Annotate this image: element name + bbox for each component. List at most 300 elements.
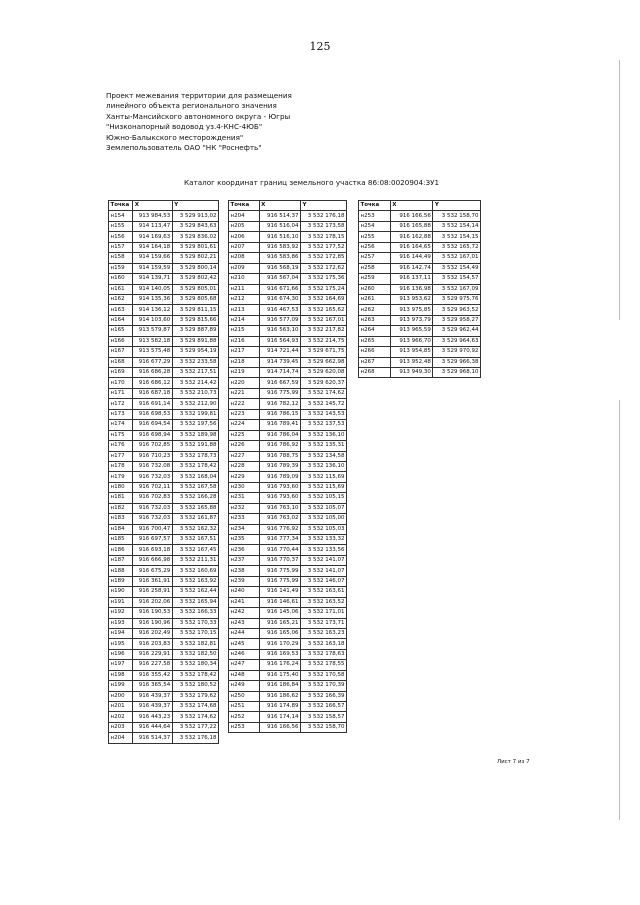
y-coordinate-cell: 3 532 165,88 (172, 503, 218, 513)
x-coordinate-cell: 916 777,34 (259, 535, 300, 545)
x-coordinate-cell: 916 793,60 (259, 493, 300, 503)
point-id-cell: н232 (229, 503, 260, 513)
sheet-label: Лист 7 из 7 (497, 759, 530, 765)
table-row (229, 378, 347, 388)
y-coordinate-cell: 3 529 811,15 (172, 305, 218, 315)
table-row (229, 451, 347, 461)
table-row (229, 441, 347, 451)
point-id-cell: н263 (359, 315, 391, 325)
y-coordinate-cell: 3 529 954,19 (172, 347, 218, 357)
table-row (109, 388, 219, 398)
table-row (229, 253, 347, 263)
x-coordinate-cell: 916 789,09 (259, 472, 300, 482)
point-id-cell: н234 (229, 524, 260, 534)
x-coordinate-cell: 916 686,12 (133, 378, 173, 388)
table-row (109, 420, 219, 430)
table-row (229, 263, 347, 273)
table-row (229, 368, 347, 378)
x-coordinate-cell: 916 687,18 (133, 388, 173, 398)
x-coordinate-cell: 916 786,92 (259, 441, 300, 451)
y-coordinate-cell: 3 532 178,42 (172, 670, 218, 680)
x-coordinate-cell: 916 144,49 (390, 253, 433, 263)
catalog-title: Каталог координат границ земельного участка 86:08:0020904:ЗУ1 (184, 178, 440, 187)
x-coordinate-cell: 916 732,03 (133, 514, 173, 524)
table-row (109, 545, 219, 555)
y-coordinate-cell: 3 532 158,70 (300, 722, 346, 732)
table-row (109, 211, 219, 221)
point-id-cell: н187 (109, 555, 133, 565)
table-row (229, 702, 347, 712)
x-coordinate-cell: 913 984,53 (133, 211, 173, 221)
point-id-cell: н226 (229, 441, 260, 451)
y-coordinate-cell: 3 529 968,10 (433, 368, 481, 378)
point-id-cell: н243 (229, 618, 260, 628)
point-id-cell: н256 (359, 242, 391, 252)
point-id-cell: н268 (359, 368, 391, 378)
y-coordinate-cell: 3 532 134,58 (300, 451, 346, 461)
table-header-row (229, 201, 347, 211)
x-coordinate-cell: 916 697,57 (133, 535, 173, 545)
x-coordinate-cell: 916 141,49 (259, 587, 300, 597)
table-row (229, 681, 347, 691)
y-coordinate-cell: 3 529 964,63 (433, 336, 481, 346)
point-id-cell: н174 (109, 420, 133, 430)
point-id-cell: н250 (229, 691, 260, 701)
point-id-cell: н194 (109, 628, 133, 638)
table-row (359, 315, 481, 325)
table-row (109, 368, 219, 378)
x-coordinate-cell: 916 174,14 (259, 712, 300, 722)
x-coordinate-cell: 913 975,85 (390, 305, 433, 315)
point-id-cell: н219 (229, 368, 260, 378)
y-coordinate-cell: 3 532 214,75 (300, 336, 346, 346)
x-coordinate-cell: 916 763,02 (259, 514, 300, 524)
x-coordinate-cell: 916 170,29 (259, 639, 300, 649)
y-coordinate-cell: 3 532 154,14 (433, 221, 481, 231)
y-coordinate-cell: 3 532 189,98 (172, 430, 218, 440)
y-coordinate-cell: 3 532 180,34 (172, 660, 218, 670)
y-coordinate-cell: 3 532 180,52 (172, 681, 218, 691)
table-row (229, 535, 347, 545)
y-coordinate-cell: 3 532 145,72 (300, 399, 346, 409)
point-id-cell: н183 (109, 514, 133, 524)
x-coordinate-cell: 916 166,56 (259, 722, 300, 732)
point-id-cell: н246 (229, 649, 260, 659)
table-row (229, 482, 347, 492)
table-row (229, 722, 347, 732)
x-coordinate-cell: 916 776,92 (259, 524, 300, 534)
point-id-cell: н197 (109, 660, 133, 670)
table-row (109, 336, 219, 346)
point-id-cell: н258 (359, 263, 391, 273)
point-id-cell: н181 (109, 493, 133, 503)
table-row (229, 347, 347, 357)
point-id-cell: н167 (109, 347, 133, 357)
table-row (109, 555, 219, 565)
y-coordinate-cell: 3 529 963,52 (433, 305, 481, 315)
y-coordinate-cell: 3 529 887,89 (172, 326, 218, 336)
point-id-cell: н222 (229, 399, 260, 409)
column-header-y: Y (433, 201, 481, 211)
y-coordinate-cell: 3 532 154,49 (433, 263, 481, 273)
point-id-cell: н177 (109, 451, 133, 461)
table-row (229, 274, 347, 284)
x-coordinate-cell: 916 165,06 (259, 628, 300, 638)
point-id-cell: н260 (359, 284, 391, 294)
table-row (229, 514, 347, 524)
x-coordinate-cell: 916 674,30 (259, 294, 300, 304)
table-row (229, 649, 347, 659)
x-coordinate-cell: 916 702,83 (133, 493, 173, 503)
x-coordinate-cell: 916 671,66 (259, 284, 300, 294)
table-row (229, 618, 347, 628)
coordinate-table-1 (108, 200, 219, 744)
x-coordinate-cell: 916 732,03 (133, 472, 173, 482)
y-coordinate-cell: 3 532 166,28 (172, 493, 218, 503)
column-header-y: Y (172, 201, 218, 211)
table-row (359, 242, 481, 252)
header-line: Южно-Балыкского месторождения" (106, 132, 244, 142)
x-coordinate-cell: 916 775,99 (259, 388, 300, 398)
table-row (359, 326, 481, 336)
point-id-cell: н265 (359, 336, 391, 346)
point-id-cell: н192 (109, 608, 133, 618)
y-coordinate-cell: 3 532 133,32 (300, 535, 346, 545)
y-coordinate-cell: 3 532 168,04 (172, 472, 218, 482)
y-coordinate-cell: 3 529 800,14 (172, 263, 218, 273)
table-row (359, 368, 481, 378)
point-id-cell: н170 (109, 378, 133, 388)
x-coordinate-cell: 914 164,18 (133, 242, 173, 252)
point-id-cell: н259 (359, 274, 391, 284)
y-coordinate-cell: 3 532 154,57 (433, 274, 481, 284)
table-row (109, 461, 219, 471)
x-coordinate-cell: 916 782,12 (259, 399, 300, 409)
x-coordinate-cell: 913 965,59 (390, 326, 433, 336)
y-coordinate-cell: 3 529 805,68 (172, 294, 218, 304)
y-coordinate-cell: 3 532 141,07 (300, 566, 346, 576)
x-coordinate-cell: 916 361,91 (133, 576, 173, 586)
x-coordinate-cell: 916 145,06 (259, 608, 300, 618)
y-coordinate-cell: 3 532 176,18 (172, 733, 218, 743)
y-coordinate-cell: 3 529 815,66 (172, 315, 218, 325)
y-coordinate-cell: 3 532 105,15 (300, 493, 346, 503)
table-row (109, 441, 219, 451)
x-coordinate-cell: 914 159,66 (133, 253, 173, 263)
table-row (229, 639, 347, 649)
table-row (229, 524, 347, 534)
x-coordinate-cell: 916 355,42 (133, 670, 173, 680)
y-coordinate-cell: 3 532 143,53 (300, 409, 346, 419)
table-row (229, 608, 347, 618)
point-id-cell: н241 (229, 597, 260, 607)
table-row (109, 451, 219, 461)
table-row (109, 660, 219, 670)
point-id-cell: н262 (359, 305, 391, 315)
x-coordinate-cell: 916 710,23 (133, 451, 173, 461)
point-id-cell: н253 (229, 722, 260, 732)
point-id-cell: н216 (229, 336, 260, 346)
table-header-row (109, 201, 219, 211)
x-coordinate-cell: 916 165,21 (259, 618, 300, 628)
y-coordinate-cell: 3 532 105,00 (300, 514, 346, 524)
x-coordinate-cell: 916 583,92 (259, 242, 300, 252)
x-coordinate-cell: 916 775,99 (259, 576, 300, 586)
x-coordinate-cell: 916 166,56 (390, 211, 433, 221)
x-coordinate-cell: 916 439,37 (133, 702, 173, 712)
table-row (109, 566, 219, 576)
point-id-cell: н198 (109, 670, 133, 680)
x-coordinate-cell: 916 577,09 (259, 315, 300, 325)
column-header-y: Y (300, 201, 346, 211)
x-coordinate-cell: 916 142,74 (390, 263, 433, 273)
y-coordinate-cell: 3 532 211,31 (172, 555, 218, 565)
table-row (109, 305, 219, 315)
point-id-cell: н204 (109, 733, 133, 743)
point-id-cell: н184 (109, 524, 133, 534)
table-row (109, 493, 219, 503)
x-coordinate-cell: 916 732,03 (133, 503, 173, 513)
point-id-cell: н172 (109, 399, 133, 409)
y-coordinate-cell: 3 532 158,57 (300, 712, 346, 722)
table-row (359, 221, 481, 231)
y-coordinate-cell: 3 529 620,08 (300, 368, 346, 378)
y-coordinate-cell: 3 529 975,76 (433, 294, 481, 304)
point-id-cell: н211 (229, 284, 260, 294)
y-coordinate-cell: 3 529 843,63 (172, 221, 218, 231)
point-id-cell: н193 (109, 618, 133, 628)
table-row (229, 284, 347, 294)
y-coordinate-cell: 3 532 199,81 (172, 409, 218, 419)
point-id-cell: н156 (109, 232, 133, 242)
point-id-cell: н236 (229, 545, 260, 555)
y-coordinate-cell: 3 532 166,33 (172, 608, 218, 618)
y-coordinate-cell: 3 532 212,90 (172, 399, 218, 409)
y-coordinate-cell: 3 529 970,92 (433, 347, 481, 357)
point-id-cell: н231 (229, 493, 260, 503)
y-coordinate-cell: 3 532 136,10 (300, 430, 346, 440)
table-row (359, 274, 481, 284)
x-coordinate-cell: 916 443,23 (133, 712, 173, 722)
y-coordinate-cell: 3 532 163,23 (300, 628, 346, 638)
coordinate-table-3 (358, 200, 481, 378)
table-row (109, 253, 219, 263)
y-coordinate-cell: 3 532 178,73 (172, 451, 218, 461)
table-row (229, 587, 347, 597)
header-line: линейного объекта регионального значения (106, 101, 277, 111)
point-id-cell: н175 (109, 430, 133, 440)
table-row (109, 681, 219, 691)
point-id-cell: н161 (109, 284, 133, 294)
x-coordinate-cell: 914 169,63 (133, 232, 173, 242)
y-coordinate-cell: 3 532 166,39 (300, 691, 346, 701)
x-coordinate-cell: 916 786,04 (259, 430, 300, 440)
y-coordinate-cell: 3 532 175,36 (300, 274, 346, 284)
table-row (109, 608, 219, 618)
x-coordinate-cell: 916 190,96 (133, 618, 173, 628)
table-row (109, 712, 219, 722)
y-coordinate-cell: 3 529 958,27 (433, 315, 481, 325)
point-id-cell: н202 (109, 712, 133, 722)
y-coordinate-cell: 3 529 805,01 (172, 284, 218, 294)
point-id-cell: н178 (109, 461, 133, 471)
point-id-cell: н191 (109, 597, 133, 607)
column-header-x: X (390, 201, 433, 211)
y-coordinate-cell: 3 529 966,38 (433, 357, 481, 367)
x-coordinate-cell: 913 973,79 (390, 315, 433, 325)
point-id-cell: н189 (109, 576, 133, 586)
x-coordinate-cell: 916 365,54 (133, 681, 173, 691)
y-coordinate-cell: 3 532 167,09 (433, 284, 481, 294)
x-coordinate-cell: 916 186,62 (259, 691, 300, 701)
x-coordinate-cell: 916 136,98 (390, 284, 433, 294)
x-coordinate-cell: 916 174,89 (259, 702, 300, 712)
y-coordinate-cell: 3 532 167,51 (172, 535, 218, 545)
point-id-cell: н155 (109, 221, 133, 231)
page-number: 125 (309, 40, 331, 53)
table-row (109, 263, 219, 273)
y-coordinate-cell: 3 532 167,01 (300, 315, 346, 325)
point-id-cell: н196 (109, 649, 133, 659)
x-coordinate-cell: 913 954,85 (390, 347, 433, 357)
table-row (109, 691, 219, 701)
point-id-cell: н169 (109, 368, 133, 378)
point-id-cell: н257 (359, 253, 391, 263)
header-line: Проект межевания территории для размещения (106, 91, 292, 100)
table-row (229, 670, 347, 680)
table-row (229, 211, 347, 221)
point-id-cell: н224 (229, 420, 260, 430)
point-id-cell: н213 (229, 305, 260, 315)
x-coordinate-cell: 916 229,91 (133, 649, 173, 659)
x-coordinate-cell: 916 186,84 (259, 681, 300, 691)
table-row (109, 482, 219, 492)
y-coordinate-cell: 3 529 913,02 (172, 211, 218, 221)
x-coordinate-cell: 916 164,65 (390, 242, 433, 252)
x-coordinate-cell: 916 444,64 (133, 722, 173, 732)
point-id-cell: н225 (229, 430, 260, 440)
x-coordinate-cell: 913 949,30 (390, 368, 433, 378)
y-coordinate-cell: 3 529 662,98 (300, 357, 346, 367)
table-row (359, 357, 481, 367)
x-coordinate-cell: 916 169,53 (259, 649, 300, 659)
y-coordinate-cell: 3 532 177,52 (300, 242, 346, 252)
x-coordinate-cell: 916 700,47 (133, 524, 173, 534)
x-coordinate-cell: 916 176,24 (259, 660, 300, 670)
x-coordinate-cell: 914 113,47 (133, 221, 173, 231)
y-coordinate-cell: 3 532 141,07 (300, 555, 346, 565)
x-coordinate-cell: 916 786,15 (259, 409, 300, 419)
table-row (359, 305, 481, 315)
point-id-cell: н242 (229, 608, 260, 618)
table-row (229, 628, 347, 638)
table-row (109, 357, 219, 367)
table-row (229, 409, 347, 419)
y-coordinate-cell: 3 532 160,69 (172, 566, 218, 576)
table-row (109, 514, 219, 524)
table-row (229, 399, 347, 409)
x-coordinate-cell: 916 203,83 (133, 639, 173, 649)
y-coordinate-cell: 3 532 174,62 (172, 712, 218, 722)
x-coordinate-cell: 916 563,10 (259, 326, 300, 336)
x-coordinate-cell: 913 966,70 (390, 336, 433, 346)
table-row (109, 733, 219, 743)
y-coordinate-cell: 3 532 146,07 (300, 576, 346, 586)
point-id-cell: н247 (229, 660, 260, 670)
x-coordinate-cell: 916 564,93 (259, 336, 300, 346)
y-coordinate-cell: 3 532 217,51 (172, 368, 218, 378)
point-id-cell: н239 (229, 576, 260, 586)
x-coordinate-cell: 914 139,71 (133, 274, 173, 284)
x-coordinate-cell: 916 567,04 (259, 274, 300, 284)
y-coordinate-cell: 3 532 163,52 (300, 597, 346, 607)
x-coordinate-cell: 914 159,59 (133, 263, 173, 273)
table-row (109, 399, 219, 409)
point-id-cell: н229 (229, 472, 260, 482)
y-coordinate-cell: 3 532 167,58 (172, 482, 218, 492)
point-id-cell: н261 (359, 294, 391, 304)
project-header (106, 91, 426, 153)
point-id-cell: н176 (109, 441, 133, 451)
x-coordinate-cell: 916 514,37 (133, 733, 173, 743)
column-header-point: Точка (109, 201, 133, 211)
point-id-cell: н199 (109, 681, 133, 691)
y-coordinate-cell: 3 529 802,42 (172, 274, 218, 284)
table-row (229, 660, 347, 670)
point-id-cell: н209 (229, 263, 260, 273)
header-line: "Низконапорный водовод уз.4-КНС-4ЮБ" (106, 122, 263, 132)
table-row (109, 242, 219, 252)
y-coordinate-cell: 3 532 165,94 (172, 597, 218, 607)
table-row (109, 670, 219, 680)
y-coordinate-cell: 3 532 178,63 (300, 649, 346, 659)
table-row (229, 430, 347, 440)
x-coordinate-cell: 916 675,29 (133, 566, 173, 576)
y-coordinate-cell: 3 532 172,62 (300, 263, 346, 273)
x-coordinate-cell: 916 467,53 (259, 305, 300, 315)
x-coordinate-cell: 916 788,75 (259, 451, 300, 461)
table-row (229, 691, 347, 701)
table-row (109, 576, 219, 586)
x-coordinate-cell: 916 770,37 (259, 555, 300, 565)
y-coordinate-cell: 3 532 115,69 (300, 482, 346, 492)
table-row (229, 221, 347, 231)
y-coordinate-cell: 3 532 163,18 (300, 639, 346, 649)
y-coordinate-cell: 3 529 891,88 (172, 336, 218, 346)
point-id-cell: н190 (109, 587, 133, 597)
y-coordinate-cell: 3 532 197,56 (172, 420, 218, 430)
table-row (109, 294, 219, 304)
x-coordinate-cell: 916 702,85 (133, 441, 173, 451)
point-id-cell: н240 (229, 587, 260, 597)
header-line: Ханты-Мансийского автономного округа - Югры (106, 111, 291, 121)
x-coordinate-cell: 916 516,04 (259, 221, 300, 231)
y-coordinate-cell: 3 532 178,42 (172, 461, 218, 471)
y-coordinate-cell: 3 532 162,32 (172, 524, 218, 534)
y-coordinate-cell: 3 532 105,03 (300, 524, 346, 534)
point-id-cell: н218 (229, 357, 260, 367)
point-id-cell: н171 (109, 388, 133, 398)
table-row (359, 284, 481, 294)
point-id-cell: н180 (109, 482, 133, 492)
x-coordinate-cell: 913 952,48 (390, 357, 433, 367)
y-coordinate-cell: 3 532 133,56 (300, 545, 346, 555)
x-coordinate-cell: 916 789,41 (259, 420, 300, 430)
table-row (109, 274, 219, 284)
point-id-cell: н220 (229, 378, 260, 388)
table-row (229, 503, 347, 513)
table-row (229, 420, 347, 430)
